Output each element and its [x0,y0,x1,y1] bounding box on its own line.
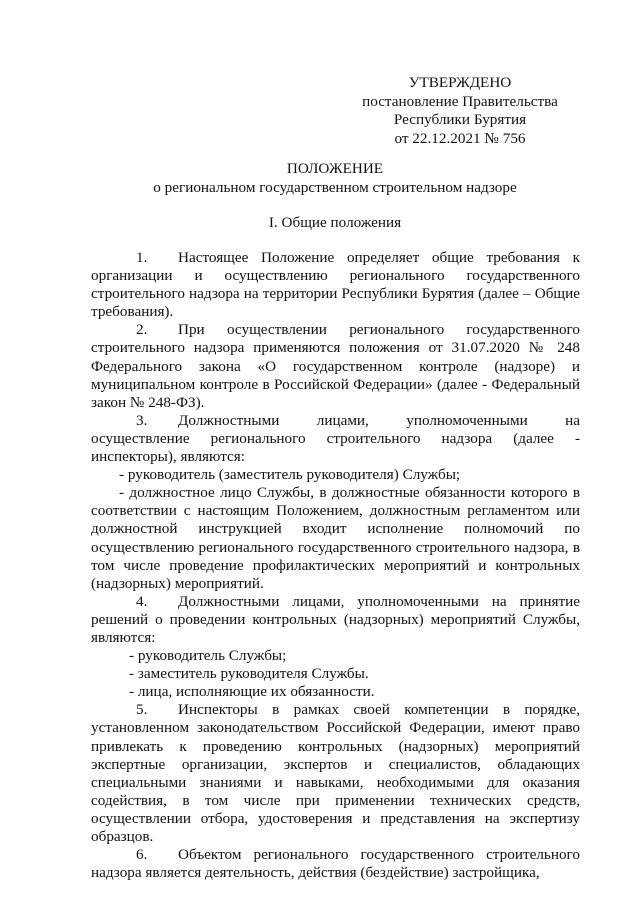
paragraph-text: Должностными лицами, уполномоченными на принятие решений о проведении контрольных (надзорных) мероприятий Службы, являются: [91,592,580,646]
paragraph-number: 6. [136,846,148,864]
approval-resolution: постановление Правительства [362,92,558,110]
paragraph-6 [91,846,580,882]
paragraph-number: 2. [136,321,148,339]
document-title-main: ПОЛОЖЕНИЕ [286,160,384,177]
paragraph-1 [91,249,580,321]
paragraph-text: Должностными лицами, уполномоченными на осуществление регионального строительного надзора (далее - инспекторы), являются: [91,411,580,466]
paragraph-4 [91,593,580,647]
paragraph-3 [91,412,580,466]
paragraph-text: Настоящее Положение определяет общие требования к организации и осуществлению регионального государственного строительного надзора на территории Республики Бурятия (далее – Общие требования). [91,249,580,321]
list-item: - заместитель руководителя Службы. [129,665,369,683]
approval-government: Республики Бурятия [393,111,527,129]
approval-stamp [340,74,580,148]
approval-date-number: от 22.12.2021 № 756 [394,129,526,147]
paragraph-number: 3. [136,411,148,429]
paragraph-text: Объектом регионального государственного строительного надзора является деятельность, действия (бездействие) застройщика, [91,846,580,882]
paragraph-5 [91,701,580,846]
list-item: - руководитель (заместитель руководителя) Службы; [119,466,461,484]
list-item: - лица, исполняющие их обязанности. [129,683,375,701]
document-title [90,160,580,197]
paragraph-text: При осуществлении регионального государственного строительного надзора применяются положения от 31.07.2020 № 248 Федерального закона «О государственном контроле (надзоре) и муниципальном контроле в Российской Федерации» (далее - Федеральный закон № 248-ФЗ). [91,321,580,411]
paragraph-number: 5. [136,701,148,719]
approval-heading: УТВЕРЖДЕНО [408,74,512,91]
list-item: - должностное лицо Службы, в должностные обязанности которого в соответствии с настоящим Положением, должностным регламентом или должностной инструкцией входит исполнение полномочий по осуществлению регионального государственного строительного надзора, в том числе проведение профилактических мероприятий и контрольных (надзорных) мероприятий. [91,484,580,592]
paragraph-number: 4. [136,592,148,610]
list-item: - руководитель Службы; [129,647,287,665]
paragraph-text: Инспекторы в рамках своей компетенции в порядке, установленном законодательством Российской Федерации, имеют право привлекать к проведению контрольных (надзорных) мероприятий экспертные организации, экспертов и специалистов, обладающих специальными знаниями и навыками, необходимыми для оказания содействия, в том числе при применении технических средств, осуществлении отбора, удостоверения и представления на экспертизу образцов. [91,701,580,845]
paragraph-2 [91,321,580,411]
paragraph-number: 1. [136,249,148,266]
section-heading: I. Общие положения [268,214,402,231]
document-body [91,249,580,882]
document-title-sub: о региональном государственном строительном надзоре [153,178,517,196]
